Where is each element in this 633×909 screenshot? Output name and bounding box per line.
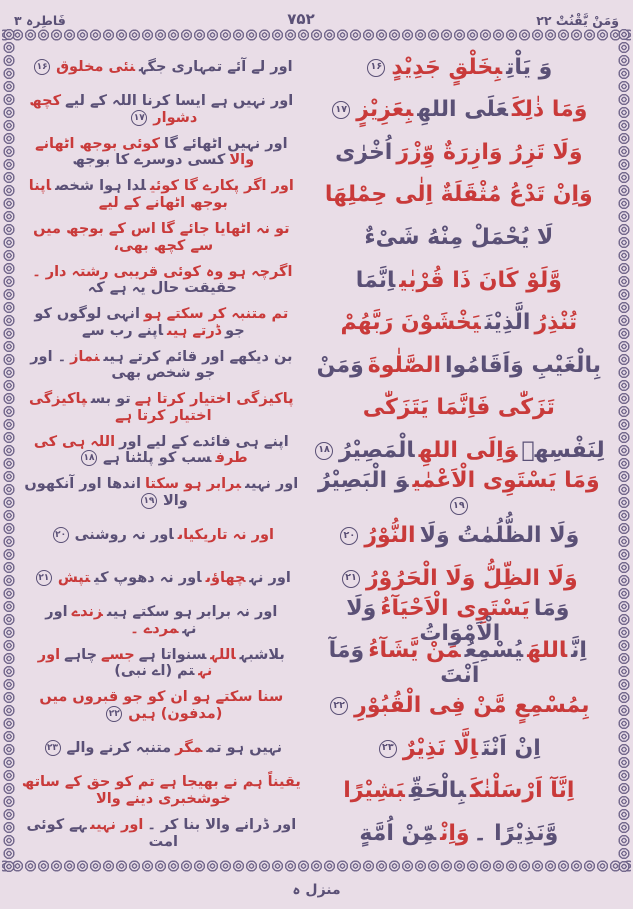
urdu-text-segment: اور لے آئے تمہاری جگہ xyxy=(139,58,293,75)
page-number: ۷۵۲ xyxy=(287,10,315,28)
arabic-verse-line xyxy=(305,182,613,207)
arabic-text-segment: النُّوْرُ xyxy=(364,523,416,548)
urdu-text-segment: اللہ ہی کی طرف xyxy=(33,433,248,467)
verse-row xyxy=(20,387,613,430)
arabic-text-segment: لَا یُحْمَلْ مِنْهُ شَیْءٌ xyxy=(364,224,554,250)
arabic-text-segment: وَاِنْ تَدْعُ مُثْقَلَةٌ اِلٰی حِمْلِهَا xyxy=(324,182,593,208)
urdu-text-segment: متنبہ کرنے والے xyxy=(66,740,172,757)
verse-number-badge: ۲۱ xyxy=(342,570,360,588)
urdu-text-segment: زندے xyxy=(71,604,103,621)
urdu-text-segment: اور نہ دھوپ کی xyxy=(94,569,202,586)
arabic-text-segment: یُسْمِعُ xyxy=(464,638,524,664)
arabic-text-segment: وَّنَذِیْرًا ۔ xyxy=(473,821,559,847)
urdu-text-segment: تم متنبہ کر سکتے ہو xyxy=(143,306,289,323)
arabic-text-segment: تَزَكّٰی فَاِنَّمَا یَتَزَكّٰی xyxy=(362,395,555,421)
urdu-translation-line xyxy=(20,306,305,339)
arabic-text-segment: بِالْحَقِّ xyxy=(408,778,467,804)
manzil-label: منزل ہ xyxy=(292,882,341,898)
urdu-translation-line xyxy=(20,604,305,637)
urdu-translation-line xyxy=(20,434,305,467)
arabic-verse-line xyxy=(305,438,613,463)
urdu-translation-line xyxy=(20,476,305,509)
arabic-text-segment: اللهَ xyxy=(527,638,568,664)
juz-name-label: وَمَنْ یَّقْنُتْ ۲۲ xyxy=(536,13,619,28)
arabic-text-segment: وَلَا الظِّلُّ وَلَا الْحَرُوْرُ xyxy=(365,565,578,591)
verse-number-badge: ۱۷ xyxy=(332,101,350,119)
urdu-text-segment: پاکیزگی اختیار کرتا ہے xyxy=(134,391,294,408)
arabic-text-segment: لِنَفْسِهٖ xyxy=(521,437,605,463)
verse-number-badge: ۱۶ xyxy=(34,59,50,75)
verse-row xyxy=(20,429,613,472)
verse-row xyxy=(20,174,613,217)
urdu-text-segment: چاہے xyxy=(64,646,98,663)
urdu-text-segment: بلاشبہ xyxy=(239,646,285,663)
verse-number-badge: ۲۰ xyxy=(340,527,358,545)
verse-area xyxy=(18,44,615,857)
arabic-text-segment: یَخْشَوْنَ رَبَّهُمْ xyxy=(340,310,481,336)
verse-row xyxy=(20,595,613,646)
chain-border-left xyxy=(2,28,16,873)
arabic-text-segment: الَّذِیْنَ xyxy=(484,310,531,336)
urdu-translation-line xyxy=(20,740,305,757)
verse-number-badge: ۲۳ xyxy=(379,740,397,758)
page-header xyxy=(0,0,633,28)
chain-border-top xyxy=(2,28,631,42)
verse-row xyxy=(20,638,613,689)
verse-row xyxy=(20,467,613,515)
arabic-text-segment: وَمَا ذٰلِكَ xyxy=(511,97,588,123)
arabic-text-segment: یَسْتَوِی الْاَحْیَآءُ xyxy=(380,595,530,621)
urdu-text-segment: چھاؤں xyxy=(205,569,246,586)
urdu-text-segment: ۔ اور جو شخص بھی xyxy=(30,348,216,382)
urdu-text-segment: نئی مخلوق xyxy=(56,58,136,75)
verse-row xyxy=(20,557,613,600)
urdu-text-segment: یقیناً ہم نے بھیجا ہے تم کو حق کے ساتھ خوشخبری دینے والا xyxy=(21,774,301,808)
surah-name-label: فَاطِرہ ۳ xyxy=(14,13,66,28)
urdu-text-segment: سب کو پلٹنا ہے xyxy=(103,450,212,467)
arabic-verse-line xyxy=(305,140,613,165)
verse-row xyxy=(20,259,613,302)
arabic-text-segment: وَّلَوْ كَانَ ذَا قُرْبٰی xyxy=(399,267,562,293)
verse-row xyxy=(20,812,613,855)
chain-border-bottom xyxy=(2,859,631,873)
chain-border-right xyxy=(617,28,631,873)
verse-row xyxy=(20,89,613,132)
arabic-text-segment: بِخَلْقٍ جَدِیْدٍ xyxy=(391,54,503,80)
urdu-text-segment: تو بس xyxy=(90,391,131,408)
arabic-verse-line xyxy=(305,225,613,250)
urdu-text-segment: سنا سکتے ہو ان کو جو قبروں میں (مدفون) ہیں xyxy=(39,689,284,722)
arabic-text-segment: وَلَا تَزِرُ وَازِرَةٌ وِّزْرَ xyxy=(396,139,583,165)
urdu-text-segment: اپنا بوجھ اٹھانے کے لیے xyxy=(28,178,228,212)
urdu-translation-line xyxy=(20,93,305,126)
verse-row xyxy=(20,46,613,89)
urdu-text-segment: اور نہ تاریکیاں xyxy=(177,527,274,544)
arabic-text-segment: وَلَا الْاَمْوَاتُ xyxy=(346,595,501,646)
urdu-translation-line xyxy=(20,817,305,850)
verse-row xyxy=(20,344,613,387)
urdu-translation-line xyxy=(20,349,305,382)
arabic-text-segment: وَاِنْ xyxy=(440,821,470,847)
verse-row xyxy=(20,727,613,770)
urdu-text-segment: اور نہیں اٹھائے گا xyxy=(163,135,288,152)
urdu-text-segment: سنواتا ہے xyxy=(138,646,207,663)
verse-number-badge: ۲۱ xyxy=(36,570,52,586)
arabic-text-segment: بِمُسْمِعٍ مَّنْ فِی الْقُبُوْرِ xyxy=(354,693,590,719)
urdu-text-segment: برابر ہو سکتا xyxy=(144,476,242,493)
arabic-text-segment: وَمَنْ xyxy=(316,352,364,378)
arabic-text-segment: الْمَصِیْرُ xyxy=(339,437,415,463)
arabic-text-segment: بِالْغَیْبِ وَاَقَامُوا xyxy=(445,352,601,378)
arabic-text-segment: وَاِلَی اللهِ xyxy=(418,437,518,463)
urdu-text-segment: کچھ دشوار xyxy=(29,93,198,126)
arabic-verse-line xyxy=(305,523,613,548)
arabic-verse-line xyxy=(305,468,613,519)
urdu-translation-line xyxy=(20,178,305,211)
arabic-text-segment: بَشِیْرًا xyxy=(343,778,405,804)
urdu-text-segment: اور نہ روشنی xyxy=(74,527,174,544)
arabic-text-segment: اِلَّا نَذِیْرٌ xyxy=(402,735,479,761)
urdu-text-segment: کسی دوسرے کا بوجھ xyxy=(72,152,226,169)
verse-row xyxy=(20,131,613,174)
urdu-text-segment: اور ڈرانے والا بنا کر ۔ xyxy=(147,817,297,834)
urdu-translation-line xyxy=(20,59,305,76)
arabic-verse-line xyxy=(305,395,613,420)
arabic-text-segment: وَمَا xyxy=(533,595,570,621)
verse-number-badge: ۱۹ xyxy=(141,493,157,509)
urdu-text-segment: اور نہ برابر ہو سکتے ہیں xyxy=(106,604,278,621)
verse-number-badge: ۲۰ xyxy=(53,527,69,543)
arabic-text-segment: اِنْ اَنْتَ xyxy=(482,735,541,761)
urdu-text-segment: اللہ xyxy=(210,646,236,663)
urdu-translation-line xyxy=(20,774,305,807)
arabic-text-segment: مِّنْ اُمَّةٍ xyxy=(359,821,437,847)
verse-number-badge: ۱۸ xyxy=(315,442,333,460)
arabic-text-segment: وَمَآ اَنْتَ xyxy=(328,638,480,689)
urdu-text-segment: کوئی بوجھ اٹھانے والا xyxy=(35,135,255,169)
arabic-text-segment: وَ الْبَصِیْرُ xyxy=(317,467,409,493)
verse-row xyxy=(20,301,613,344)
urdu-text-segment: اپنے رب سے xyxy=(81,322,164,339)
verse-number-badge: ۱۸ xyxy=(81,450,97,466)
urdu-text-segment: اور نہ xyxy=(45,604,197,637)
arabic-verse-line xyxy=(305,778,613,803)
urdu-text-segment: حقیقت حال یہ ہے کہ xyxy=(87,280,237,297)
verse-number-badge: ۱۶ xyxy=(367,59,385,77)
arabic-verse-line xyxy=(305,638,613,689)
urdu-text-segment: نہیں ہو تم xyxy=(206,740,283,757)
urdu-translation-line xyxy=(20,570,305,587)
arabic-text-segment: بِعَزِیْزٍ xyxy=(356,97,414,123)
urdu-text-segment: اور نہیں ہے ایسا کرنا اللہ کے لیے xyxy=(65,93,294,110)
arabic-text-segment: وَلَا الظُّلُمٰتُ وَلَا xyxy=(419,523,580,548)
urdu-text-segment: مردے ۔ xyxy=(130,620,179,637)
arabic-verse-line xyxy=(305,693,613,718)
arabic-verse-line xyxy=(305,566,613,591)
urdu-translation-line xyxy=(20,689,305,722)
arabic-text-segment: اُخْرٰی xyxy=(335,139,393,165)
urdu-text-segment: جسے xyxy=(101,646,135,663)
urdu-text-segment: تم (اے نبی) xyxy=(114,663,195,680)
urdu-translation-line xyxy=(20,647,305,680)
urdu-translation-line xyxy=(20,527,305,544)
arabic-text-segment: وَمَا یَسْتَوِی الْاَعْمٰی xyxy=(412,467,600,493)
verse-number-badge: ۲۳ xyxy=(45,740,61,756)
verse-number-badge: ۱۷ xyxy=(131,110,147,126)
urdu-text-segment: اور نہیں xyxy=(90,817,144,834)
urdu-text-segment: تپش xyxy=(57,569,91,586)
urdu-text-segment: اگرچہ ہو وہ کوئی قریبی رشتہ دار ۔ xyxy=(32,263,293,280)
urdu-text-segment: اندھا اور آنکھوں والا xyxy=(24,476,188,510)
verse-row xyxy=(20,770,613,813)
arabic-verse-line xyxy=(305,310,613,335)
urdu-text-segment: اپنے ہی فائدے کے لیے اور xyxy=(119,433,289,450)
urdu-translation-line xyxy=(20,221,305,254)
arabic-text-segment: اِنَّآ اَرْسَلْنٰكَ xyxy=(470,778,575,804)
verse-row xyxy=(20,216,613,259)
arabic-verse-line xyxy=(305,736,613,761)
arabic-verse-line xyxy=(305,353,613,378)
urdu-text-segment: اور نہ xyxy=(37,646,213,680)
decorative-chain-border xyxy=(2,28,631,873)
urdu-text-segment: لدا ہوا شخص xyxy=(55,178,146,195)
urdu-text-segment: اور نہ xyxy=(249,569,291,586)
urdu-text-segment: اور اگر پکارے گا کوئی xyxy=(149,178,294,195)
arabic-text-segment: تُنْذِرُ xyxy=(534,310,578,336)
arabic-verse-line xyxy=(305,268,613,293)
arabic-text-segment: اِنَّمَا xyxy=(355,267,396,293)
verse-number-badge: ۲۲ xyxy=(330,697,348,715)
urdu-translation-line xyxy=(20,391,305,424)
urdu-text-segment: ڈرتے ہیں xyxy=(167,322,222,339)
arabic-verse-line xyxy=(305,821,613,846)
urdu-text-segment: تو نہ اٹھایا جائے گا اس کے بوجھ میں سے کچھ بھی، xyxy=(33,220,290,254)
urdu-text-segment: ہے کوئی امت xyxy=(26,817,178,850)
urdu-text-segment: اور نہیں xyxy=(245,476,299,493)
arabic-verse-line xyxy=(305,55,613,80)
urdu-text-segment: مگر xyxy=(175,740,203,757)
arabic-text-segment: الصَّلٰوةَ xyxy=(367,352,441,378)
verse-row xyxy=(20,514,613,557)
arabic-text-segment: عَلَی اللهِ xyxy=(417,97,508,123)
verse-number-badge: ۲۲ xyxy=(106,706,122,722)
arabic-text-segment: مَنْ یَّشَآءُ xyxy=(368,638,461,664)
verse-number-badge: ۱۹ xyxy=(450,497,468,515)
arabic-text-segment: اِنَّ xyxy=(571,638,587,664)
urdu-text-segment: پاکیزگی اختیار کرتا ہے xyxy=(29,391,212,424)
urdu-text-segment: انہی لوگوں کو جو xyxy=(34,306,245,339)
arabic-text-segment: وَ یَاْتِ xyxy=(506,54,553,80)
verse-row xyxy=(20,685,613,728)
urdu-translation-line xyxy=(20,136,305,169)
urdu-translation-line xyxy=(20,264,305,297)
arabic-verse-line xyxy=(305,97,613,122)
urdu-text-segment: بن دیکھے اور قائم کرتے ہیں xyxy=(103,348,293,365)
urdu-text-segment: نماز xyxy=(70,348,100,365)
